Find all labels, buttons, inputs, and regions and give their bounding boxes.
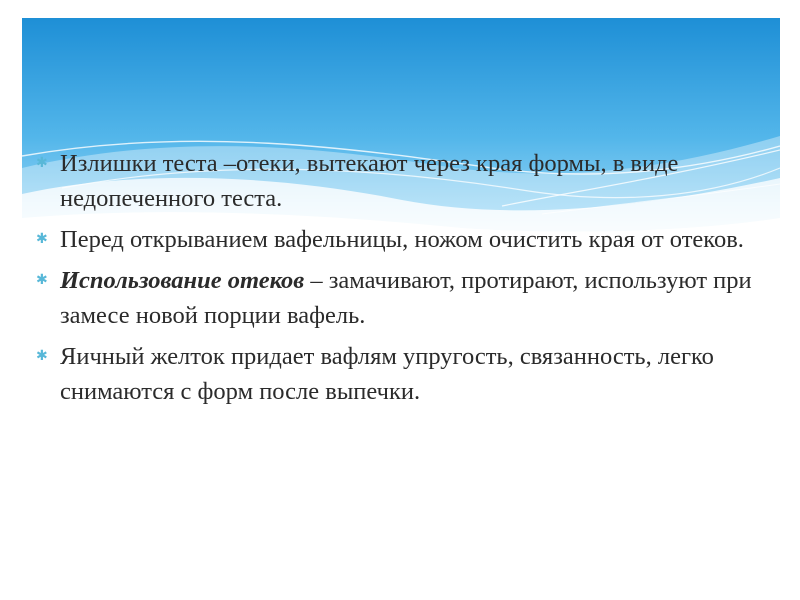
- list-item: [36, 339, 786, 409]
- list-item: [36, 222, 786, 257]
- bullet-text: Излишки теста –отеки, вытекают через края формы, в виде недопеченного теста.: [60, 150, 679, 212]
- bullet-text: – замачивают, протирают, используют при замесе новой порции вафель.: [60, 267, 752, 329]
- bullet-text: Яичный желток придает вафлям упругость, связанность, легко снимаются с форм после выпечки.: [60, 343, 714, 405]
- asterisk-bullet-icon: ✱: [36, 231, 48, 247]
- asterisk-bullet-icon: ✱: [36, 155, 48, 171]
- bullet-emphasis: Использование отеков: [60, 267, 305, 294]
- asterisk-bullet-icon: ✱: [36, 272, 48, 288]
- list-item: [36, 146, 786, 216]
- list-item: [36, 263, 786, 333]
- asterisk-bullet-icon: ✱: [36, 348, 48, 364]
- bullet-text: Перед открыванием вафельницы, ножом очистить края от отеков.: [60, 226, 744, 253]
- bullet-list: [36, 146, 786, 415]
